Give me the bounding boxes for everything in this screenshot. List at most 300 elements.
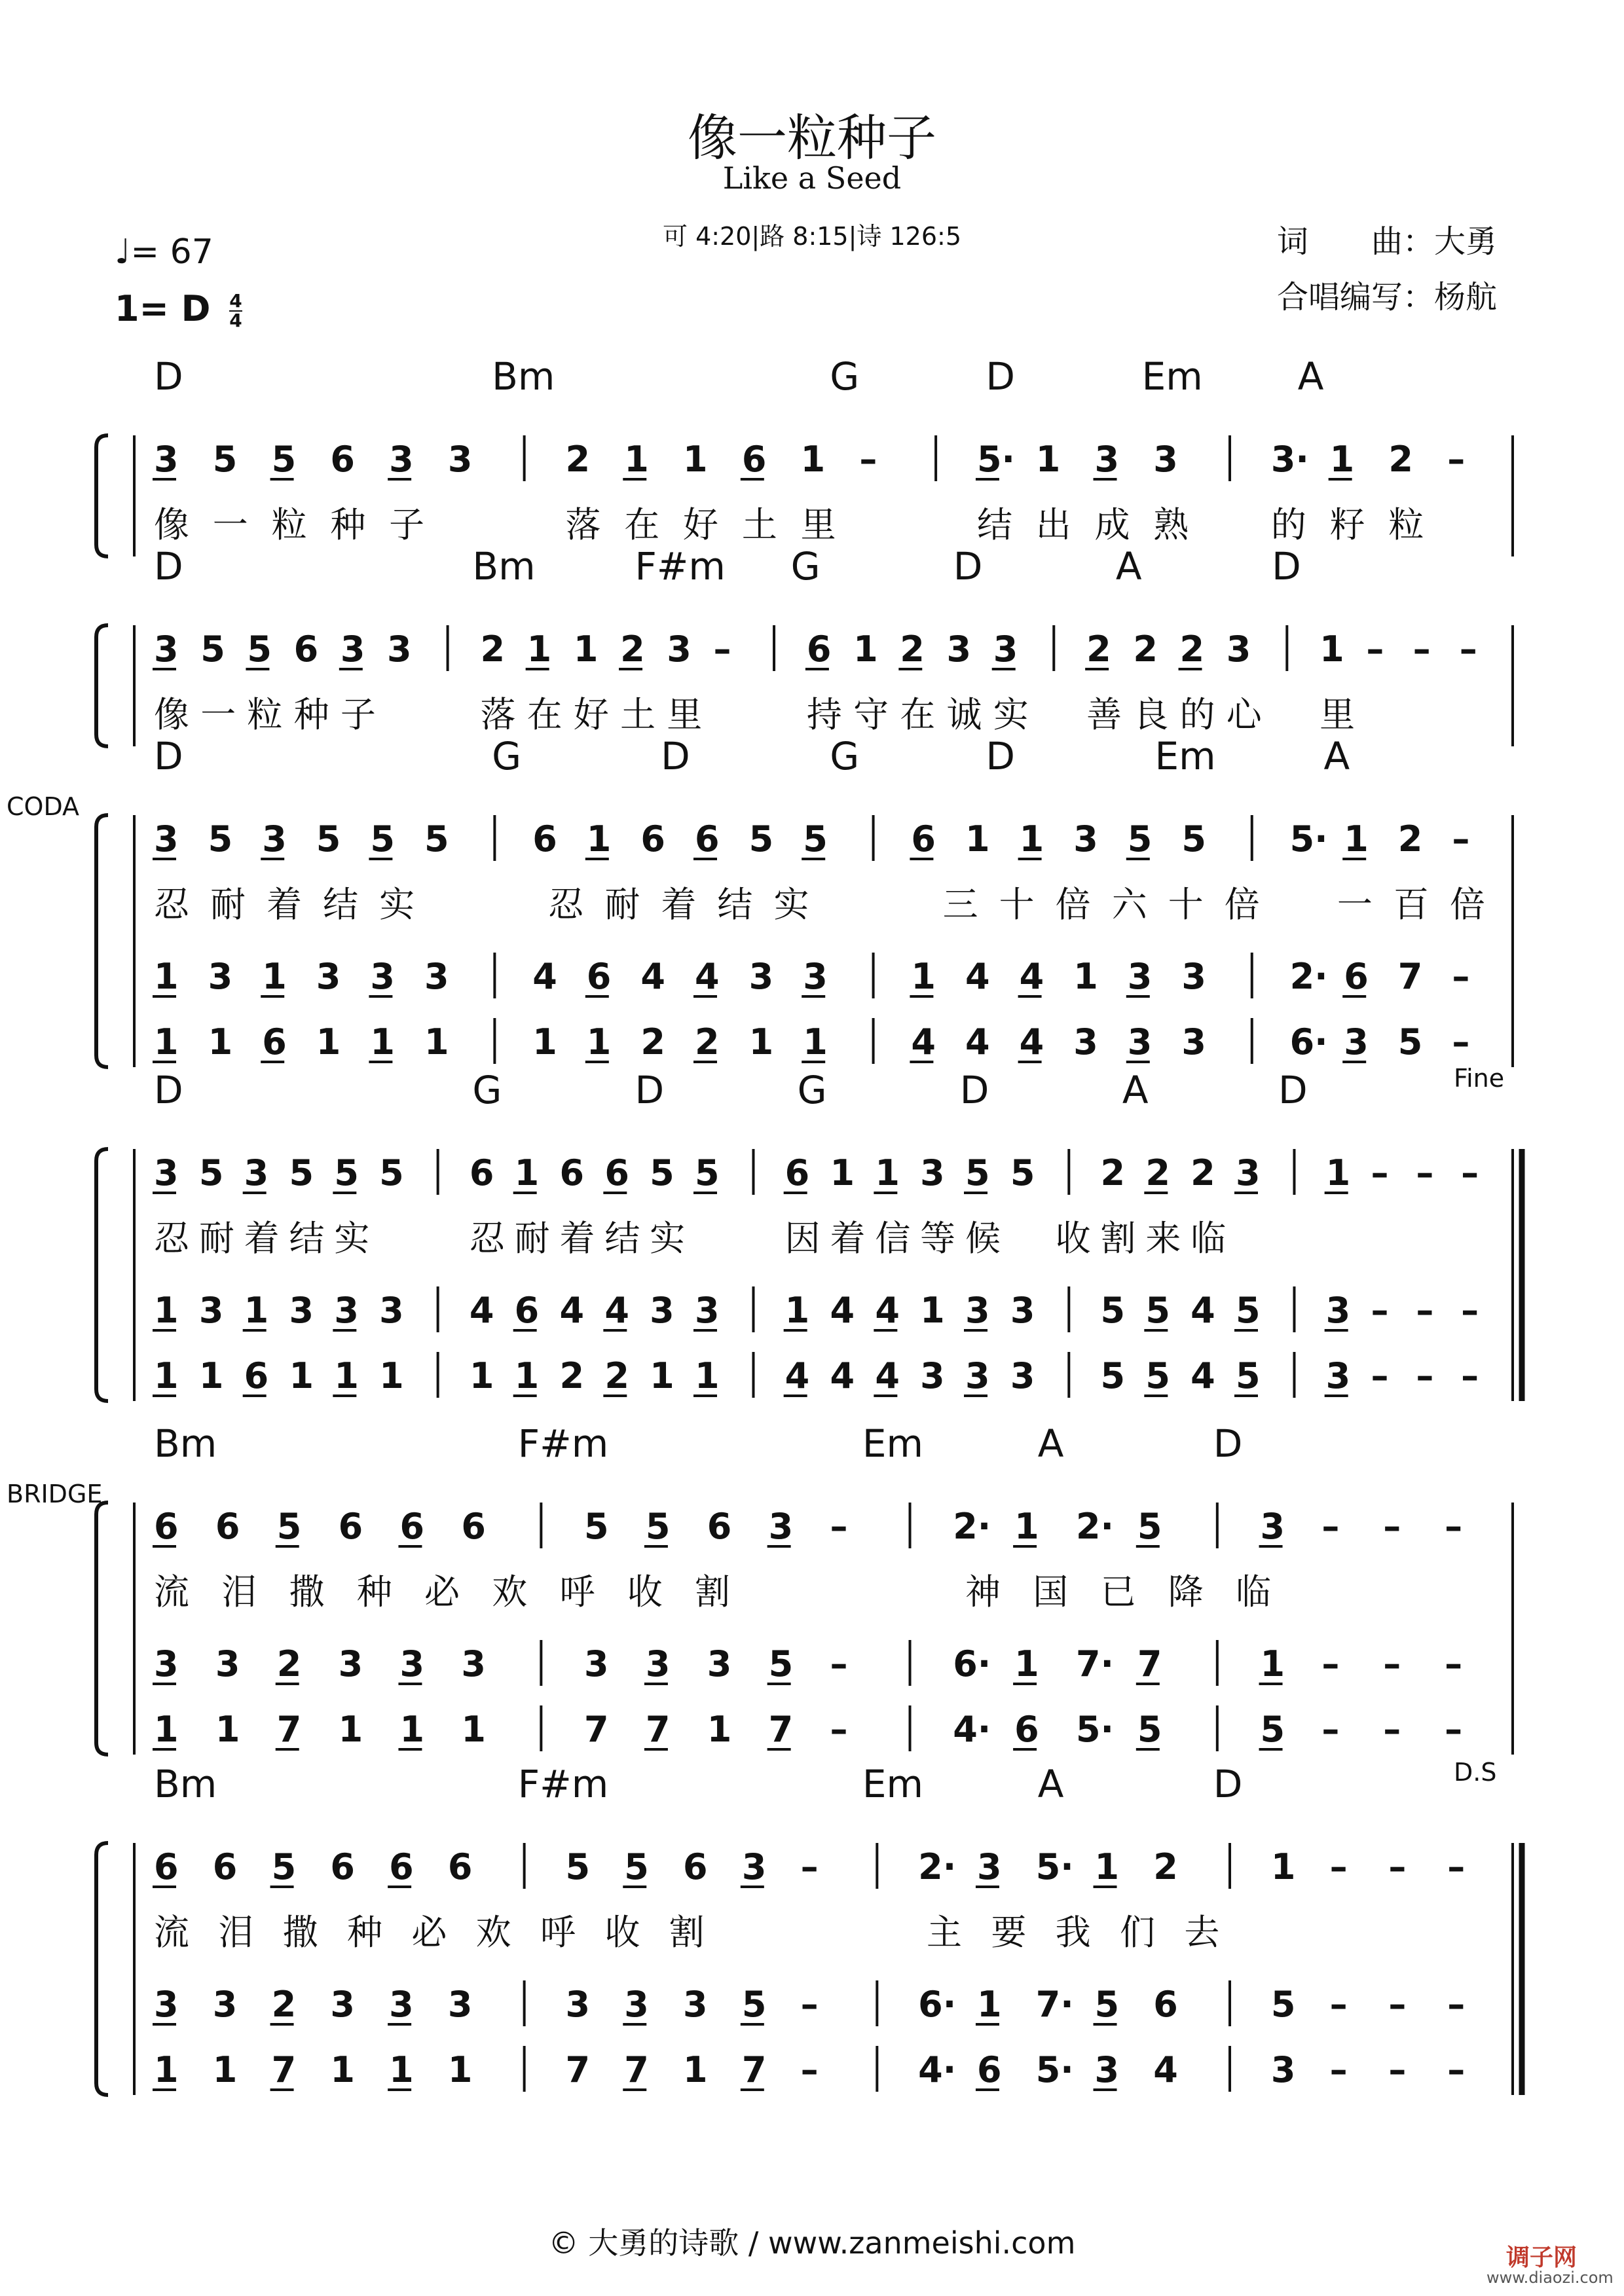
jianpu-note: 1 [215,1709,240,1750]
jianpu-note: 6 [244,1355,269,1396]
lyric-syllable: 忍 [469,1218,505,1259]
lyric-syllable: 种 [356,1571,392,1613]
chord-symbol: A [1115,544,1142,589]
jianpu-note: 7 [768,1709,794,1750]
jianpu-note: 3 [1073,818,1098,860]
chord-symbol: G [492,734,522,778]
jianpu-note: 3 [1094,439,1120,480]
jianpu-note: 6 [741,439,767,480]
jianpu-note: – [1445,1709,1463,1750]
jianpu-note: 5 [584,1506,609,1547]
lyric-syllable: 等 [920,1218,956,1259]
lyric-syllable: 好 [573,694,609,735]
watermark-logo: 调子网 [1506,2244,1578,2271]
jianpu-note: 6 [338,1506,363,1547]
lyric-syllable: 割 [1100,1218,1136,1259]
lyric-syllable: 耐 [198,1218,234,1259]
jianpu-note: 5· [1289,818,1328,860]
lyric-syllable: 倍 [1224,884,1260,925]
scripture-references: 可 4:20|路 8:15|诗 126:5 [662,222,962,251]
jianpu-note: 6 [389,1846,414,1887]
jianpu-note: 1 [624,439,649,480]
jianpu-note: 3 [920,1355,945,1396]
jianpu-note: 5 [289,1152,314,1194]
jianpu-note: 1 [532,1021,557,1063]
jianpu-note: 5 [1137,1709,1162,1750]
jianpu-note: 3 [1226,629,1251,670]
jianpu-note: 6 [330,1846,355,1887]
jianpu-note: 3 [340,629,365,670]
jianpu-note: 6 [514,1290,540,1331]
jianpu-note: 6 [399,1506,425,1547]
chord-symbol: D [959,1068,989,1112]
jianpu-note: 3 [1010,1290,1035,1331]
jianpu-note: 3 [370,956,395,997]
jianpu-note: 3 [1236,1152,1261,1194]
jianpu-note: 5 [1145,1355,1170,1396]
chord-symbol: A [1323,734,1350,778]
lyric-syllable: 忍 [154,884,189,925]
jianpu-note: 3 [1181,956,1206,997]
jianpu-note: 1 [330,2049,355,2090]
jianpu-note: – [830,1709,848,1750]
chord-symbol: Em [862,1421,923,1466]
jianpu-note: 4 [1190,1355,1215,1396]
jianpu-note: 1 [1014,1506,1039,1547]
lyric-syllable: 流 [154,1912,189,1953]
jianpu-note: – [800,2049,819,2090]
jianpu-note: 2 [1145,1152,1170,1194]
lyric-syllable: 出 [1035,504,1071,545]
chord-symbol: F#m [517,1421,609,1466]
jianpu-note: 2· [1289,956,1328,997]
jianpu-note: 1 [208,1021,233,1063]
chord-symbol: D [154,544,183,589]
lyric-syllable: 百 [1393,884,1429,925]
jianpu-note: – [1461,1152,1479,1194]
lyric-syllable: 忍 [154,1218,189,1259]
jianpu-note: 6 [806,629,832,670]
jianpu-note: 7 [1137,1643,1162,1685]
time-bottom: 4 [229,310,242,332]
jianpu-note: 5 [1010,1152,1035,1194]
jianpu-note: 6 [532,818,557,860]
jianpu-note: 4 [830,1355,855,1396]
jianpu-note: 1 [1073,956,1098,997]
jianpu-note: 4 [965,1021,990,1063]
chord-symbol: Em [1141,354,1203,399]
jianpu-note: 7 [584,1709,609,1750]
lyric-syllable: 着 [559,1218,595,1259]
jianpu-note: 2 [620,629,645,670]
lyric-syllable: 诚 [946,694,982,735]
jianpu-note: 5· [1075,1709,1115,1750]
jianpu-note: 3 [683,1984,708,2025]
jianpu-note: 3 [154,1643,179,1685]
jianpu-note: 1 [1320,629,1344,670]
jianpu-note: 1 [370,1021,395,1063]
lyric-syllable: 一 [212,504,248,545]
jianpu-note: 3 [447,1984,473,2025]
jianpu-note: 1 [683,2049,708,2090]
jianpu-note: 2 [480,629,506,670]
jianpu-note: 5 [208,818,233,860]
jianpu-note: 3· [1270,439,1309,480]
lyric-syllable: 撒 [282,1912,318,1953]
jianpu-note: 5 [247,629,272,670]
jianpu-note: 5 [1127,818,1153,860]
jianpu-note: 4 [875,1355,900,1396]
chord-symbol: D [1272,544,1301,589]
lyric-syllable: 去 [1184,1912,1220,1953]
lyric-syllable: 十 [999,884,1035,925]
chord-symbol: G [797,1068,827,1112]
lyric-syllable: 因 [784,1218,821,1259]
jianpu-note: 6 [707,1506,732,1547]
jianpu-note: 3 [946,629,972,670]
lyric-syllable: 守 [853,694,889,735]
jianpu-note: 5 [1397,1021,1423,1063]
jianpu-note: 3 [461,1643,486,1685]
jianpu-note: 5 [276,1506,302,1547]
jianpu-note: 1 [784,1290,810,1331]
lyric-syllable: 流 [154,1571,189,1613]
jianpu-note: 3 [244,1152,269,1194]
jianpu-note: 3 [768,1506,794,1547]
jianpu-note: 3 [1127,1021,1153,1063]
jianpu-note: 1 [911,956,936,997]
jianpu-note: 3 [650,1290,674,1331]
jianpu-note: – [1388,1846,1407,1887]
jianpu-note: – [830,1506,848,1547]
jianpu-note: 1 [379,1355,404,1396]
jianpu-note: 6 [293,629,319,670]
lyric-syllable: 耐 [514,1218,550,1259]
jianpu-note: 1 [1270,1846,1296,1887]
jianpu-note: 1 [399,1709,425,1750]
chord-symbol: F#m [635,544,726,589]
jianpu-note: 6 [262,1021,287,1063]
jianpu-note: 2 [1388,439,1414,480]
jianpu-note: 1 [424,1021,449,1063]
jianpu-note: 2 [271,1984,297,2025]
jianpu-note: – [1445,1643,1463,1685]
jianpu-note: 1 [695,1355,720,1396]
lyric-syllable: 落 [480,694,516,735]
jianpu-note: 6 [215,1506,240,1547]
jianpu-note: 2 [1179,629,1205,670]
system-bracket [96,435,108,556]
jianpu-note: 1 [262,956,287,997]
jianpu-note: 5 [200,629,225,670]
jianpu-note: 3 [389,1984,414,2025]
jianpu-note: 2 [604,1355,629,1396]
lyric-syllable: 们 [1120,1912,1155,1953]
jianpu-note: – [1445,1506,1463,1547]
lyric-syllable: 的 [1179,694,1215,735]
jianpu-note: – [1329,2049,1348,2090]
system-bracket [96,1149,108,1401]
jianpu-note: 1 [154,1355,179,1396]
chord-symbol: Bm [472,544,536,589]
jianpu-note: 1 [198,1355,224,1396]
jianpu-note: – [1383,1643,1401,1685]
jianpu-note: 1 [469,1355,494,1396]
song-title: 像一粒种子 [688,109,936,167]
section-label: BRIDGE [7,1480,103,1508]
chord-symbol: D [154,1068,183,1112]
jianpu-note: 1 [334,1355,359,1396]
jianpu-note: 1 [1019,818,1044,860]
jianpu-note: 3 [215,1643,240,1685]
jianpu-note: 6 [154,1506,179,1547]
jianpu-note: – [1461,1355,1479,1396]
lyric-syllable: 候 [965,1218,1001,1259]
jianpu-note: – [1388,2049,1407,2090]
chord-symbol: A [1122,1068,1149,1112]
jianpu-note: 2 [1190,1152,1215,1194]
jianpu-note: – [1416,1152,1434,1194]
tempo-marking: ♩= 67 [115,232,213,272]
jianpu-note: – [1452,956,1470,997]
jianpu-note: 1 [1344,818,1369,860]
jianpu-note: – [1461,1290,1479,1331]
lyric-syllable: 我 [1055,1912,1091,1953]
lyric-syllable: 割 [695,1571,730,1613]
lyric-syllable: 里 [1320,694,1356,735]
jianpu-note: – [1366,629,1384,670]
system-bracket [96,1503,108,1755]
jianpu-note: 1 [830,1152,855,1194]
jianpu-note: 6 [695,818,720,860]
jianpu-note: 5 [271,1846,297,1887]
lyric-syllable: 主 [927,1912,962,1953]
jianpu-note: 5 [565,1846,591,1887]
jianpu-note: 1 [461,1709,486,1750]
jianpu-note: 1 [1094,1846,1120,1887]
lyric-syllable: 收 [627,1571,663,1613]
lyric-syllable: 泪 [218,1912,254,1953]
chord-symbol: D [154,354,183,399]
jianpu-note: 7 [624,2049,649,2090]
jianpu-note: 5 [768,1643,794,1685]
jianpu-note: 5 [803,818,828,860]
lyric-syllable: 着 [267,884,303,925]
lyric-syllable: 欢 [492,1571,528,1613]
lyric-syllable: 子 [389,504,425,545]
jianpu-note: 2 [640,1021,665,1063]
chord-symbol: D [154,734,183,778]
jianpu-note: 6· [1289,1021,1328,1063]
jianpu-note: – [1416,1355,1434,1396]
jianpu-note: 7 [1397,956,1423,997]
jianpu-note: – [1329,1984,1348,2025]
lyric-syllable: 成 [1094,504,1130,545]
jianpu-note: 3 [316,956,341,997]
lyric-syllable: 里 [800,504,836,545]
jianpu-note: 7· [1035,1984,1074,2025]
jianpu-note: 6 [586,956,612,997]
jianpu-note: 1 [586,1021,612,1063]
jianpu-note: 6 [911,818,936,860]
jianpu-note: 3 [198,1290,224,1331]
chord-symbol: Em [862,1762,923,1806]
jianpu-note: 1 [1325,1152,1351,1194]
jianpu-note: 1 [154,1021,179,1063]
jianpu-note: 5 [1094,1984,1120,2025]
jianpu-note: – [1447,439,1466,480]
lyric-syllable: 神 [965,1571,1001,1613]
jianpu-note: – [800,1846,819,1887]
jianpu-note: 2 [276,1643,302,1685]
lyric-syllable: 临 [1190,1218,1227,1259]
jianpu-note: 3 [1073,1021,1098,1063]
jianpu-note: 6 [559,1152,585,1194]
jianpu-note: 3 [330,1984,355,2025]
chord-symbol: A [1297,354,1324,399]
jianpu-note: 5 [624,1846,649,1887]
jianpu-note: 1 [316,1021,341,1063]
jianpu-note: 3 [154,1984,179,2025]
jianpu-note: – [1371,1152,1389,1194]
jianpu-note: 3 [1127,956,1153,997]
jianpu-note: – [1371,1355,1389,1396]
jianpu-note: 4 [559,1290,585,1331]
lyric-syllable: 土 [741,504,777,545]
jianpu-note: 3 [707,1643,732,1685]
chord-symbol: G [830,354,860,399]
lyric-syllable: 倍 [1449,884,1485,925]
jianpu-note: 5· [1035,1846,1074,1887]
jianpu-note: 3 [741,1846,767,1887]
jianpu-note: 3 [624,1984,649,2025]
jianpu-note: 3 [565,1984,591,2025]
lyric-syllable: 忍 [548,884,584,925]
jianpu-note: 5 [1236,1290,1261,1331]
jianpu-note: 5 [1145,1290,1170,1331]
jianpu-note: 6· [953,1643,991,1685]
jianpu-note: 1 [748,1021,774,1063]
lyric-syllable: 土 [620,694,656,735]
jianpu-note: 3 [803,956,828,997]
jianpu-note: 1 [920,1290,945,1331]
chord-symbol: Em [1154,734,1216,778]
jianpu-note: – [1371,1290,1389,1331]
jianpu-note: 1 [1260,1643,1285,1685]
jianpu-note: 2 [1086,629,1111,670]
jianpu-note: 3 [1325,1355,1351,1396]
jianpu-note: 1 [976,1984,1002,2025]
jianpu-note: 3 [212,1984,238,2025]
chord-symbol: D [986,354,1016,399]
chord-symbol: Bm [492,354,555,399]
jianpu-note: 3 [334,1290,359,1331]
chord-symbol: A [1037,1421,1064,1466]
jianpu-note: 4 [532,956,557,997]
jianpu-note: – [1452,1021,1470,1063]
jianpu-note: 7· [1075,1643,1115,1685]
jianpu-note: – [1329,1846,1348,1887]
copyright-line: © 大勇的诗歌 / www.zanmeishi.com [548,2225,1076,2261]
lyric-syllable: 着 [244,1218,280,1259]
jianpu-note: 1 [154,2049,179,2090]
jianpu-note: 5 [271,439,297,480]
jianpu-note: 2· [953,1506,991,1547]
jianpu-note: 5 [741,1984,767,2025]
jianpu-note: – [1447,2049,1466,2090]
jianpu-note: 3 [389,439,414,480]
jianpu-note: 3 [208,956,233,997]
jianpu-note: 4 [695,956,720,997]
jianpu-note: 5· [976,439,1016,480]
jianpu-note: 3 [154,818,179,860]
jianpu-note: 3 [920,1152,945,1194]
jianpu-note: 1 [707,1709,732,1750]
jianpu-note: 6 [469,1152,494,1194]
lyric-syllable: 像 [154,504,189,545]
chord-symbol: G [830,734,860,778]
jianpu-note: 6 [447,1846,473,1887]
lyric-syllable: 信 [875,1218,911,1259]
lyric-syllable: 欢 [475,1912,511,1953]
jianpu-note: – [800,1984,819,2025]
jianpu-note: 1 [853,629,878,670]
jianpu-note: 2 [1153,1846,1178,1887]
jianpu-note: 6 [976,2049,1002,2090]
jianpu-note: 4 [1190,1290,1215,1331]
lyric-syllable: 收 [1055,1218,1091,1259]
jianpu-note: 2 [1397,818,1423,860]
jianpu-note: 7 [271,2049,297,2090]
jianpu-note: 1 [526,629,552,670]
jianpu-note: 4· [918,2049,957,2090]
jianpu-note: 6 [683,1846,708,1887]
jianpu-note: 1 [1329,439,1355,480]
jianpu-note: – [1383,1709,1401,1750]
jianpu-note: 4 [469,1290,494,1331]
lyric-syllable: 呼 [540,1912,576,1953]
jianpu-note: 4 [875,1290,900,1331]
chord-symbol: F#m [517,1762,609,1806]
jianpu-note: 3 [965,1355,990,1396]
jianpu-note: 5 [424,818,449,860]
jianpu-note: 1 [212,2049,238,2090]
jianpu-note: 2 [695,1021,720,1063]
jianpu-note: 1 [800,439,826,480]
jianpu-note: 3 [447,439,473,480]
jianpu-note: 3 [338,1643,363,1685]
chord-symbol: Bm [154,1762,217,1806]
jianpu-note: – [1452,818,1470,860]
lyric-syllable: 像 [154,694,189,735]
song-subtitle: Like a Seed [722,160,902,196]
jianpu-note: 4 [1019,1021,1044,1063]
jianpu-note: – [1459,629,1477,670]
jianpu-note: 5 [370,818,395,860]
jianpu-note: 1 [289,1355,314,1396]
chord-symbol: D [661,734,690,778]
chord-symbol: G [790,544,821,589]
jianpu-note: 2· [1075,1506,1115,1547]
lyric-syllable: 六 [1111,884,1147,925]
jianpu-note: 5 [1260,1709,1285,1750]
jianpu-note: – [1416,1290,1434,1331]
jianpu-note: 3 [1181,1021,1206,1063]
chord-symbol: D [953,544,983,589]
lyric-syllable: 结 [289,1218,325,1259]
lyric-syllable: 必 [424,1571,460,1613]
jianpu-note: 5 [748,818,774,860]
